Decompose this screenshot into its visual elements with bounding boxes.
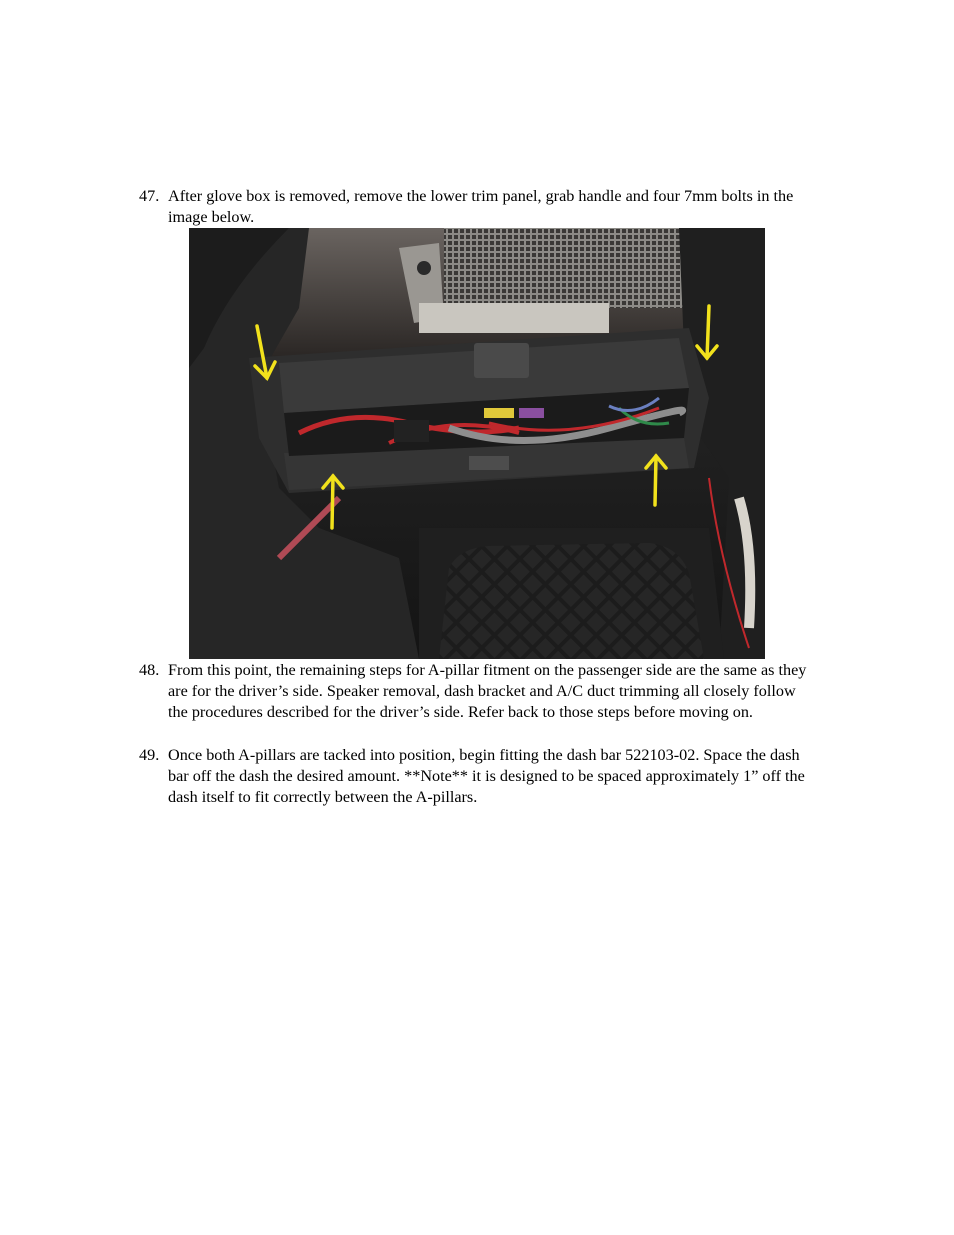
connector — [394, 420, 429, 442]
step-49 — [139, 745, 819, 808]
step-text: After glove box is removed, remove the lower trim panel, grab handle and four 7mm bolts in the image below. — [168, 187, 794, 226]
step-number: 49. — [139, 746, 160, 764]
fuse — [519, 408, 544, 418]
step-number: 48. — [139, 661, 160, 679]
bracket-bolt — [417, 261, 431, 275]
glove-box-area-photo — [189, 228, 765, 659]
floor-mat — [439, 543, 704, 659]
photo-illustration — [189, 228, 765, 659]
step-text: From this point, the remaining steps for A-pillar fitment on the passenger side are the same as they are for the driver’s side. Speaker removal, dash bracket and A/C duct trimming all closely follow the procedures described for the driver’s side. Refer back to those steps before moving on. — [168, 661, 807, 721]
step-47 — [139, 186, 819, 228]
module-box — [419, 303, 609, 333]
step-number: 47. — [139, 187, 160, 205]
step-text: Once both A-pillars are tacked into position, begin fitting the dash bar 522103-02. Space the dash bar off the dash the desired amount. **Note** it is designed to be spaced approximately 1” off the dash itself to fit correctly between the A-pillars. — [168, 746, 805, 806]
lower-clip — [469, 456, 509, 470]
blower-grille — [444, 228, 684, 308]
grab-handle-slot — [474, 343, 529, 378]
step-48 — [139, 660, 819, 723]
fuse — [484, 408, 514, 418]
